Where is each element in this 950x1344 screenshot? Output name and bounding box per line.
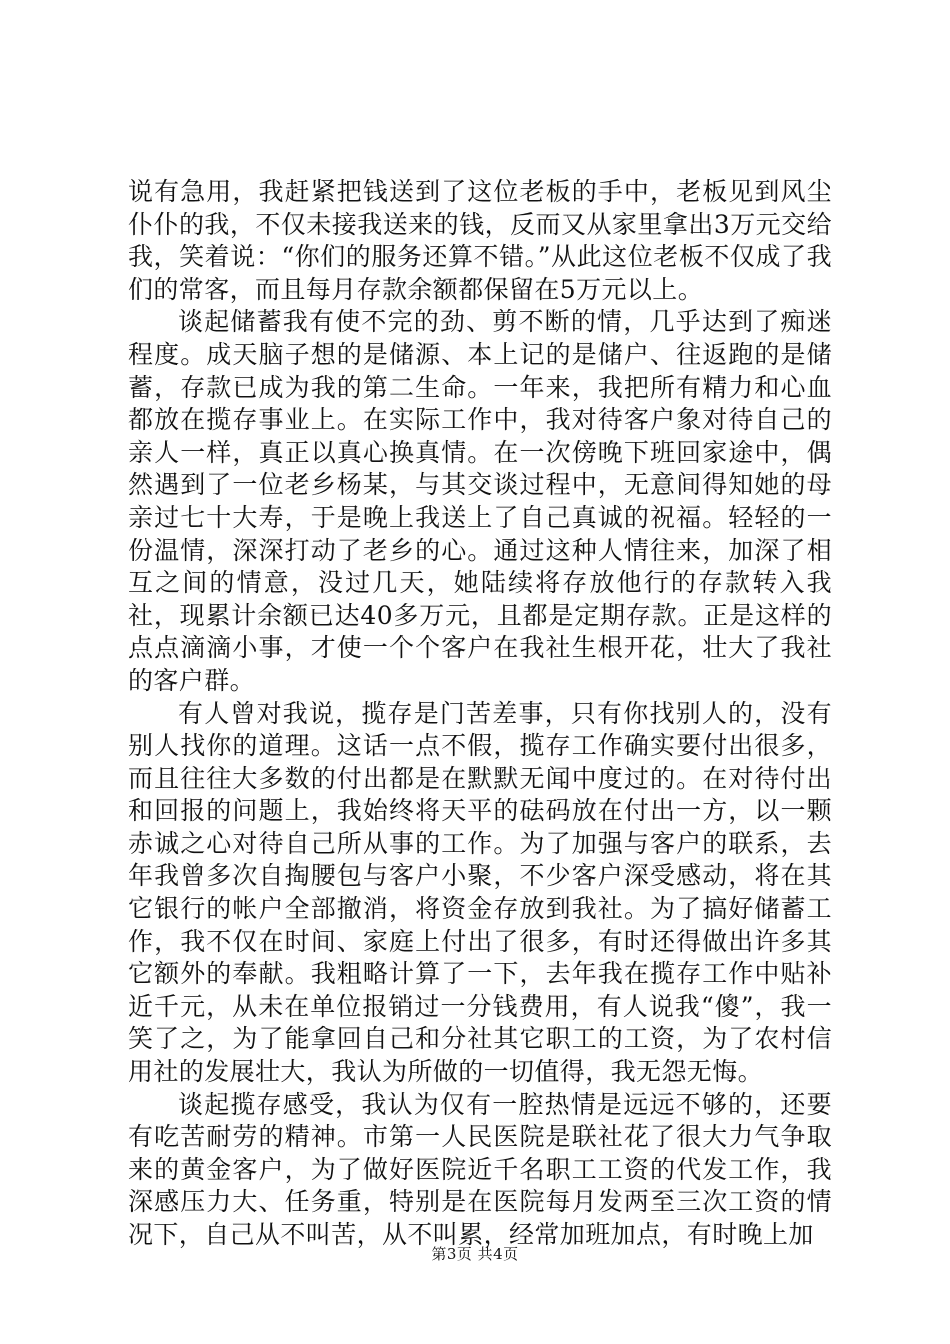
document-body <box>128 176 832 1252</box>
paragraph-hard-work: 有人曾对我说，揽存是门苦差事，只有你找别人的，没有别人找你的道理。这话一点不假，揽存工作确实要付出很多，而且往往大多数的付出都是在默默无闻中度过的。在对待付出和回报的问题上，我始终将天平的砝码放在付出一方，以一颗赤诚之心对待自己所从事的工作。为了加强与客户的联系，去年我曾多次自掏腰包与客户小聚，不少客户深受感动，将在其它银行的帐户全部撤消，将资金存放到我社。为了搞好储蓄工作，我不仅在时间、家庭上付出了很多，有时还得做出许多其它额外的奉献。我粗略计算了一下，去年我在揽存工作中贴补近千元，从未在单位报销过一分钱费用，有人说我“傻”，我一笑了之，为了能拿回自己和分社其它职工的工资，为了农村信用社的发展壮大，我认为所做的一切值得，我无怨无悔。 <box>128 698 832 1087</box>
paragraph-feelings: 谈起揽存感受，我认为仅有一腔热情是远远不够的，还要有吃苦耐劳的精神。市第一人民医院是联社花了很大力气争取来的黄金客户，为了做好医院近千名职工工资的代发工作，我深感压力大、任务重，特别是在医院每月发两至三次工资的情况下，自己从不叫苦，从不叫累，经常加班加点，有时晚上加 <box>128 1089 832 1249</box>
page-number-footer: 第3页 共4页 <box>431 1245 519 1263</box>
paragraph-savings-passion: 谈起储蓄我有使不完的劲、剪不断的情，几乎达到了痴迷程度。成天脑子想的是储源、本上记的是储户、往返跑的是储蓄，存款已成为我的第二生命。一年来，我把所有精力和心血都放在揽存事业上。在实际工作中，我对待客户象对待自己的亲人一样，真正以真心换真情。在一次傍晚下班回家途中，偶然遇到了一位老乡杨某，与其交谈过程中，无意间得知她的母亲过七十大寿，于是晚上我送上了自己真诚的祝福。轻轻的一份温情，深深打动了老乡的心。通过这种人情往来，加深了相互之间的情意，没过几天，她陆续将存放他行的存款转入我社，现累计余额已达40多万元，且都是定期存款。正是这样的点点滴滴小事，才使一个个客户在我社生根开花，壮大了我社的客户群。 <box>128 307 832 695</box>
paragraph-continuation: 说有急用，我赶紧把钱送到了这位老板的手中，老板见到风尘仆仆的我，不仅未接我送来的钱，反而又从家里拿出3万元交给我，笑着说：“你们的服务还算不错。”从此这位老板不仅成了我们的常客，而且每月存款余额都保留在5万元以上。 <box>128 177 832 304</box>
